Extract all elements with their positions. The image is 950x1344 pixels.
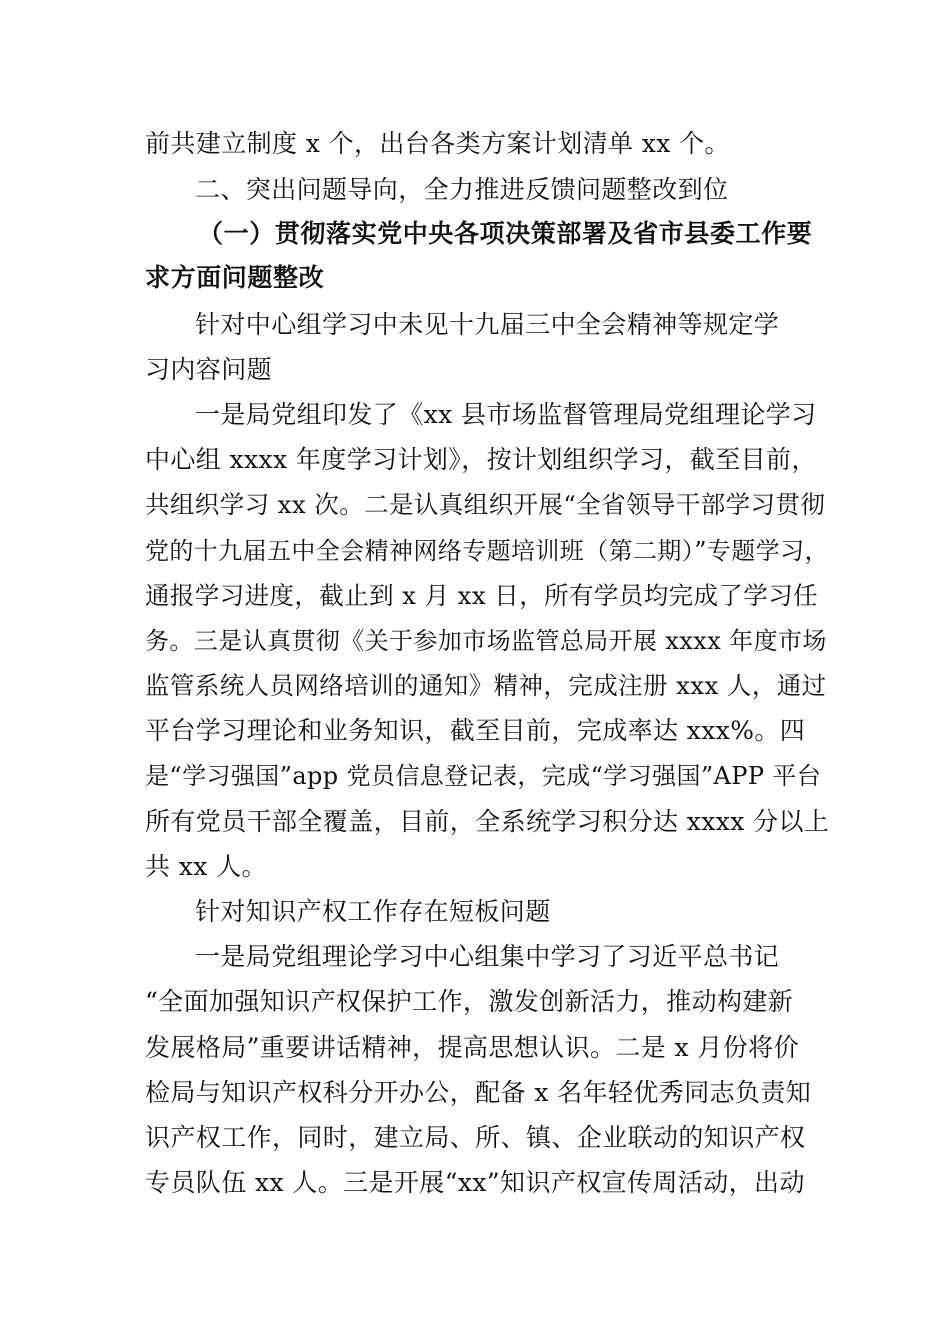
- subsection-heading: （一）贯彻落实党中央各项决策部署及省市县委工作要: [198, 219, 813, 248]
- text-line: 监管系统人员网络培训的通知》精神，完成注册 xxx 人，通过: [145, 671, 827, 700]
- text-line: 专员队伍 xx 人。三是开展“xx”知识产权宣传周活动，出动: [145, 1168, 805, 1197]
- subsection-heading-continued: 求方面问题整改: [145, 263, 325, 292]
- text-line: 前共建立制度 x 个，出台各类方案计划清单 xx 个。: [145, 129, 730, 158]
- text-line: 发展格局”重要讲话精神，提高思想认识。二是 x 月份将价: [145, 1033, 799, 1062]
- section-heading: 二、突出问题导向，全力推进反馈问题整改到位: [195, 175, 729, 204]
- text-line: 一是局党组印发了《xx 县市场监督管理局党组理论学习: [195, 400, 817, 429]
- text-line: 共 xx 人。: [145, 852, 267, 881]
- text-line: 务。三是认真贯彻《关于参加市场监管总局开展 xxxx 年度市场: [145, 627, 827, 655]
- problem-title: 针对中心组学习中未见十九届三中全会精神等规定学: [195, 310, 780, 339]
- problem-title-continued: 习内容问题: [145, 355, 273, 384]
- text-line: 共组织学习 xx 次。二是认真组织开展“全省领导干部学习贯彻: [145, 490, 826, 519]
- text-line: 识产权工作，同时，建立局、所、镇、企业联动的知识产权: [145, 1123, 806, 1152]
- problem-title: 针对知识产权工作存在短板问题: [195, 897, 551, 926]
- text-line: 一是局党组理论学习中心组集中学习了习近平总书记: [195, 942, 780, 971]
- text-line: 检局与知识产权科分开办公，配备 x 名年轻优秀同志负责知: [145, 1078, 812, 1107]
- text-line: “全面加强知识产权保护工作，激发创新活力，推动构建新: [145, 987, 794, 1016]
- text-line: 中心组 xxxx 年度学习计划》，按计划组织学习，截至目前，: [145, 445, 817, 474]
- text-line: 平台学习理论和业务知识，截至目前，完成率达 xxx%。四: [145, 716, 806, 745]
- text-line: 通报学习进度，截止到 x 月 xx 日，所有学员均完成了学习任: [145, 581, 819, 610]
- text-line: 所有党员干部全覆盖，目前，全系统学习积分达 xxxx 分以上: [145, 807, 830, 836]
- text-line: 是“学习强国”app 党员信息登记表，完成“学习强国”APP 平台: [145, 762, 822, 790]
- text-line: 党的十九届五中全会精神网络专题培训班（第二期）”专题学习，: [145, 537, 829, 565]
